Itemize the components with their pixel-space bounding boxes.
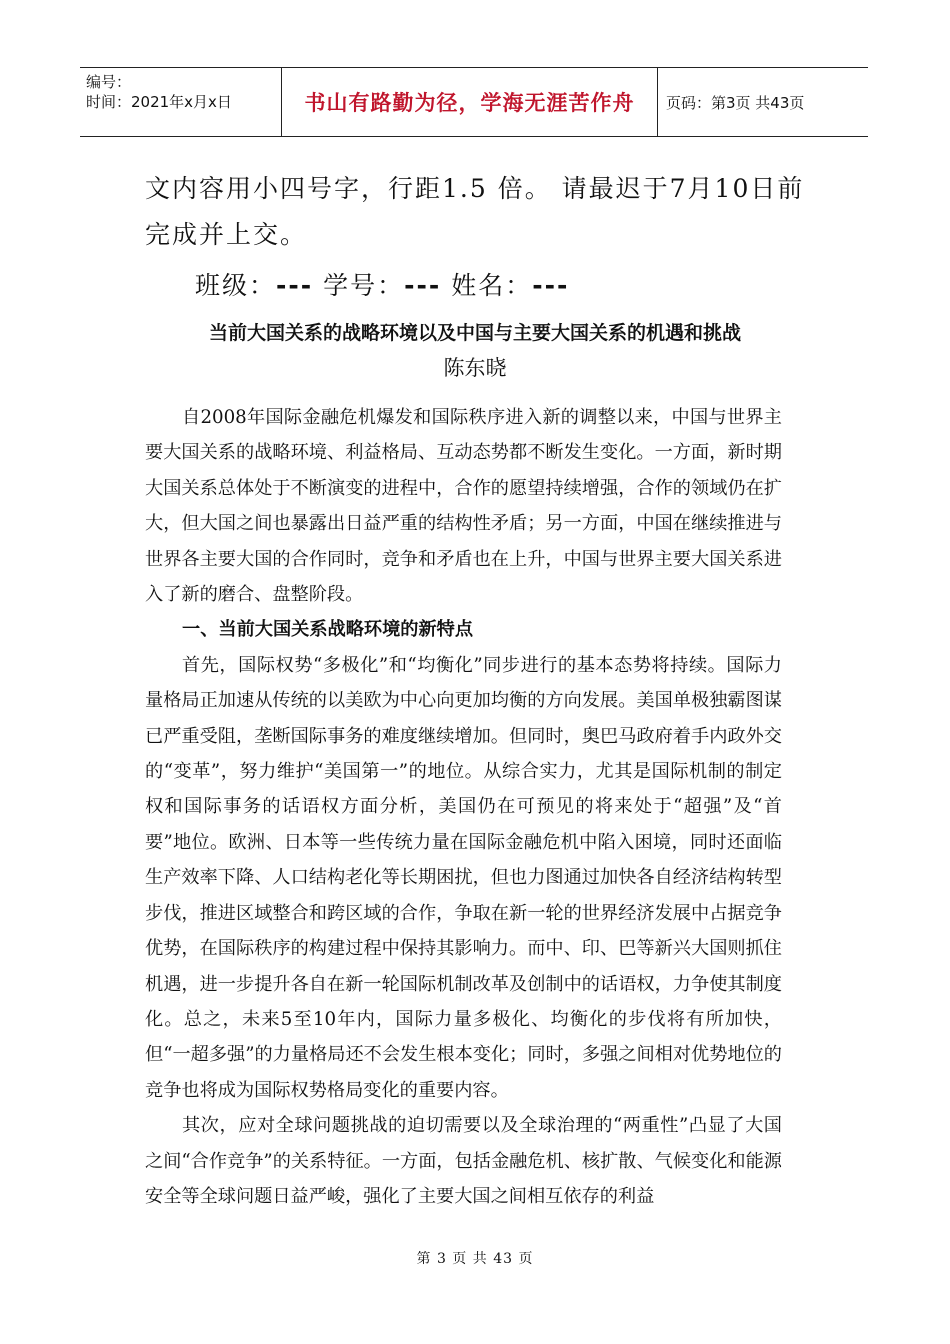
- article-author: 陈东晓: [443, 356, 507, 380]
- intro-text: [145, 166, 810, 258]
- header-motto: 书山有路勤为径，学海无涯苦作舟: [282, 68, 658, 136]
- id-value: ---: [404, 271, 442, 300]
- page-header: [80, 67, 868, 137]
- header-page-label: 页码：第3页 共43页: [666, 93, 805, 112]
- intro-line-2: 完成并上交。: [145, 220, 308, 249]
- date-label: 时间：2021年x月x日: [86, 93, 232, 111]
- intro-line-1: 文内容用小四号字，行距1.5 倍。 请最迟于7月10日前: [145, 174, 805, 203]
- name-label: 姓名：: [451, 271, 533, 300]
- paragraph: 其次，应对全球问题挑战的迫切需要以及全球治理的“两重性”凸显了大国之间“合作竞争”的关系特征。一方面，包括金融危机、核扩散、气候变化和能源安全等全球问题日益严峻，强化了主要大国之间相互依存的利益: [145, 1115, 782, 1207]
- article-title: 当前大国关系的战略环境以及中国与主要大国关系的机遇和挑战: [208, 322, 741, 344]
- article-body: [145, 400, 782, 1214]
- class-label: 班级：: [195, 271, 277, 300]
- paragraph: 自2008年国际金融危机爆发和国际秩序进入新的调整以来，中国与世界主要大国关系的战略环境、利益格局、互动态势都不断发生变化。一方面，新时期大国关系总体处于不断演变的进程中，合作的愿望持续增强，合作的领域仍在扩大，但大国之间也暴露出日益严重的结构性矛盾；另一方面，中国在继续推进与世界各主要大国的合作同时，竞争和矛盾也在上升，中国与世界主要大国关系进入了新的磨合、盘整阶段。: [145, 407, 782, 606]
- class-value: ---: [276, 271, 314, 300]
- name-value: ---: [532, 271, 570, 300]
- paragraph: 首先，国际权势“多极化”和“均衡化”同步进行的基本态势将持续。国际力量格局正加速从传统的以美欧为中心向更加均衡的方向发展。美国单极独霸图谋已严重受阻，垄断国际事务的难度继续增加。但同时，奥巴马政府着手内政外交的“变革”，努力维护“美国第一”的地位。从综合实力，尤其是国际机制的制定权和国际事务的话语权方面分析，美国仍在可预见的将来处于“超强”及“首要”地位。欧洲、日本等一些传统力量在国际金融危机中陷入困境，同时还面临生产效率下降、人口结构老化等长期困扰，但也力图通过加快各自经济结构转型步伐，推进区域整合和跨区域的合作，争取在新一轮的世界经济发展中占据竞争优势，在国际秩序的构建过程中保持其影响力。而中、印、巴等新兴大国则抓住机遇，进一步提升各自在新一轮国际机制改革及创制中的话语权，力争使其制度化。总之，未来5至10年内，国际力量多极化、均衡化的步伐将有所加快，但“一超多强”的力量格局还不会发生根本变化；同时，多强之间相对优势地位的竞争也将成为国际权势格局变化的重要内容。: [145, 654, 782, 1101]
- page-footer: 第 3 页 共 43 页: [416, 1251, 534, 1267]
- student-info: [195, 266, 569, 302]
- id-label: 学号：: [323, 271, 405, 300]
- number-label: 编号：: [86, 73, 132, 91]
- section-heading: 一、当前大国关系战略环境的新特点: [182, 619, 474, 641]
- header-info: [80, 68, 282, 136]
